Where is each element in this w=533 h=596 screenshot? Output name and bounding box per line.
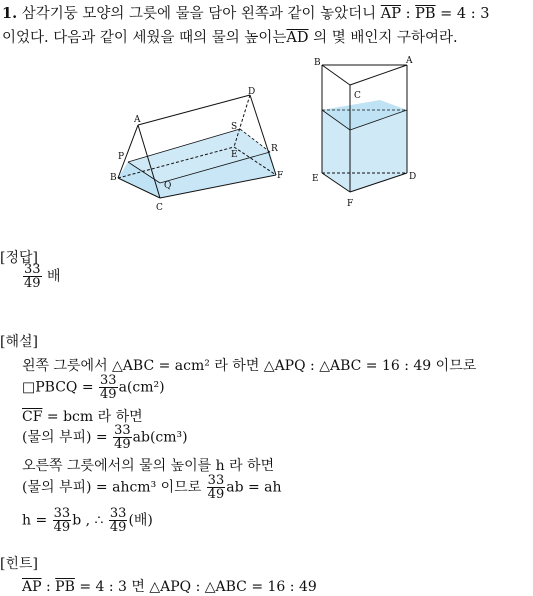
label-Q: Q	[164, 181, 172, 191]
explanation-heading: [해설]	[0, 334, 38, 350]
label-C: C	[354, 91, 361, 101]
label-S: S	[231, 122, 238, 132]
edge-CA	[350, 65, 407, 85]
hint-heading: [힌트]	[0, 556, 38, 572]
edge-BC	[322, 65, 350, 85]
explanation-line-4: (물의 부피) = $\frac{33}{49}$ ab(cm³)	[22, 423, 188, 452]
label-F: F	[277, 171, 284, 181]
explanation-line-7: h = $\frac{33}{49}$ b , ∴ $\frac{33}{49}$ (배)	[22, 506, 153, 535]
explanation-line-3: $\overline{CF}$ = bcm 라 하면	[22, 409, 143, 425]
label-E: E	[231, 150, 238, 160]
explanation-line-5: 오른쪽 그릇에서의 물의 높이를 h 라 하면	[22, 458, 275, 474]
explanation-line-6: (물의 부피) = ahcm³ 이므로 $\frac{33}{49}$ ab = ah	[22, 473, 282, 502]
answer-heading: [정답]	[0, 250, 38, 266]
question-text: 1. 삼각기둥 모양의 그릇에 물을 담아 왼쪽과 같이 놓았더니 $\overline{AP}$ : $\overline{PB} = 4$ : 3 이었다. 다음과 같이 세웠을 때의 물의 높이는$\overline{AD}$ 의 몇 배인지 구하여라.	[2, 5, 490, 46]
label-B: B	[314, 58, 321, 68]
label-P: P	[118, 152, 125, 162]
label-A: A	[134, 115, 141, 125]
answer-value: $\frac{33}{49}$ 배	[24, 262, 61, 291]
label-C: C	[156, 203, 163, 213]
hint-line: $\overline{AP}$ : $\overline{PB} = 4$ : 3 면 △APQ : △ABC = 16 : 49	[22, 579, 317, 595]
edge-AD	[138, 95, 250, 125]
left-prism-figure	[110, 85, 290, 215]
label-D: D	[248, 87, 256, 97]
question-number: 1.	[2, 5, 18, 22]
right-prism-figure	[310, 55, 420, 210]
label-F: F	[347, 199, 354, 209]
label-A: A	[406, 56, 413, 66]
explanation-line-1: 왼쪽 그릇에서 △ABC = acm² 라 하면 △APQ : △ABC = 16 : 49 이므로	[22, 358, 477, 374]
label-R: R	[271, 144, 278, 154]
label-D: D	[409, 172, 417, 182]
answer-fraction: $\frac{33}{49}$	[24, 262, 41, 291]
label-B: B	[110, 173, 117, 183]
label-E: E	[312, 174, 319, 184]
explanation-line-2: □PBCQ = $\frac{33}{49}$ a(cm²)	[22, 373, 165, 402]
